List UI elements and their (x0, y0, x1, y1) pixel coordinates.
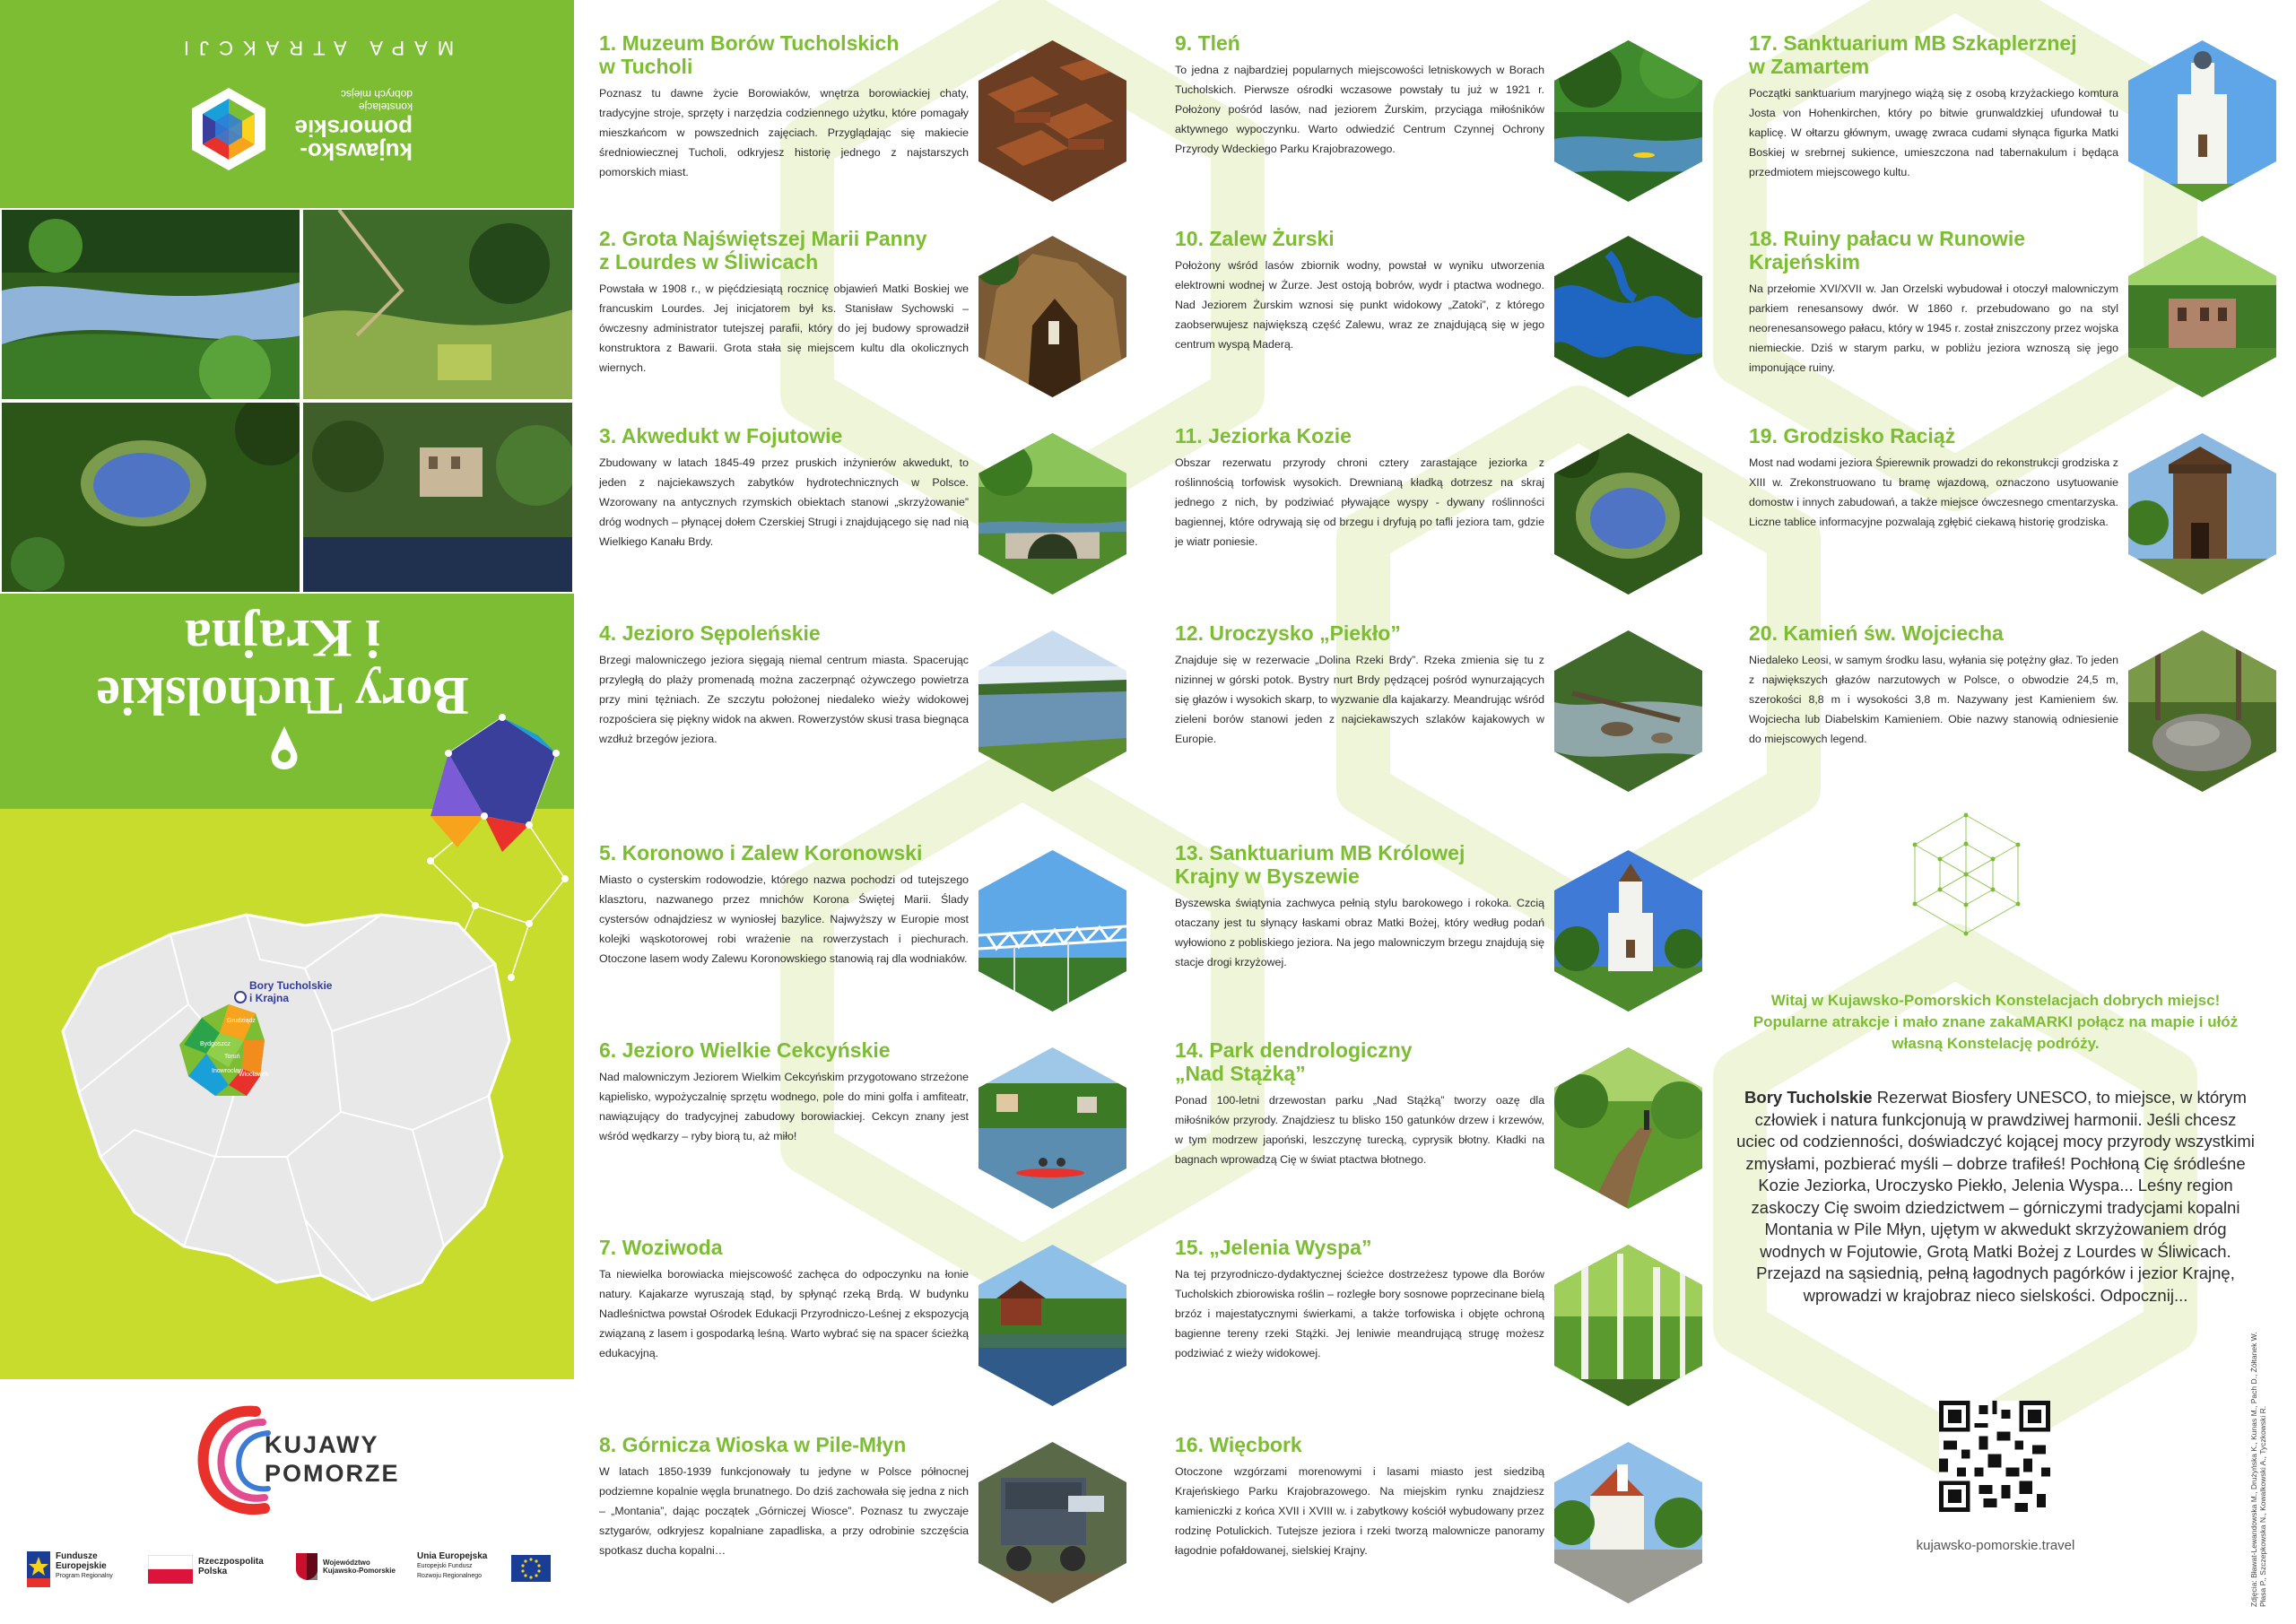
attraction-description: Na tej przyrodniczo-dydaktycznej ścieżce dostrzeżesz typowe dla Borów Tucholskich zbiorowiska roślin – rozległe bory sosnowe poprzecinane bielą brzóz i majestatycznymi świerkami, a także torfowiska i objęte ochroną bagienne tereny rzeki Stążki. Jej leniwie meandrującą strugę możesz podziwiać z wieży widokowej. (1175, 1268, 1544, 1359)
fe-star-icon (27, 1551, 50, 1587)
attraction-description: To jedna z najbardziej popularnych miejscowości letniskowych w Borach Tucholskich. Pierwsze ośrodki wczasowe powstały tu już w 1921 r. Położony pośród lasów, nad jeziorem Żurskim, przyciąga miłośników aktywnego wypoczynku. Warto odwiedzić Centrum Czynnej Ochrony Przyrody Wdeckiego Parku Krajobrazowego. (1175, 64, 1544, 155)
collage-photo-forest-river (0, 208, 301, 401)
attraction-description: Nad malowniczym Jeziorem Wielkim Cekcyńskim przygotowano strzeżone kąpielisko, wypożyczalnię sprzętu wodnego, pole do mini golfa i amfiteatr, nawiązujący do tradycyjnej zabudowy borowiackiej. Cekcyn znany jest wśród wędkarzy – ryby biorą tu, aż miło! (599, 1071, 969, 1142)
attraction-photo-lake (978, 630, 1126, 792)
attraction-description: Znajduje się w rezerwacie „Dolina Rzeki Brdy”. Rzeka zmienia się tu z nizinnej w górski potok. Bystry nurt Brdy pędzącej pośród wynurzających się głazów i wysokich skarp, to wyzwanie dla kajakarzy. Meandrując wśród zieleni borów stanowi jeden z najciekawszych szlaków kajakowych w Europie. (1175, 654, 1544, 745)
coat-of-arms-icon (296, 1553, 317, 1580)
region-description (1735, 1087, 2256, 1307)
attraction-photo-stream (1554, 630, 1702, 792)
region-title-line-1: Bory Tucholskie (96, 666, 469, 725)
attraction-title: 7. Woziwoda (599, 1236, 723, 1259)
brand-text (278, 88, 413, 163)
attraction-title: 1. Muzeum Borów Tucholskich w Tucholi (599, 31, 900, 78)
photo-collage (0, 208, 574, 594)
map-label-inowroclaw: Inowrocław (212, 1068, 244, 1074)
attraction-photo-birch-forest (1554, 1245, 1702, 1406)
attraction-title: 19. Grodzisko Raciąż (1749, 424, 1956, 447)
wojewodztwo-logo (296, 1550, 404, 1589)
attraction-card (1175, 621, 1713, 801)
eu-flag-icon (511, 1555, 551, 1582)
credits-line-2: Płasa P., Szczepkowska N., Kowalkowski A., Tyczkowski R. (2258, 1405, 2267, 1607)
map-label-grudziadz: Grudziądz (227, 1018, 256, 1024)
attraction-title: 17. Sanktuarium MB Szkaplerznej w Zamartem (1749, 31, 2077, 78)
attraction-photo-boardwalk (1554, 1047, 1702, 1209)
attraction-card (1175, 31, 1713, 211)
attraction-photo-wooden-tower (2128, 433, 2276, 595)
attraction-title: 8. Górnicza Wioska w Pile-Młyn (599, 1433, 907, 1456)
attraction-photo-reservoir (1554, 236, 1702, 397)
poland-map (36, 861, 538, 1345)
bory-tucholskie-pin (235, 992, 246, 1003)
attraction-description: Most nad wodami jeziora Śpierewnik prowadzi do rekonstrukcji grodziska z XIII w. Zrekonstruowano tu bramę wjazdową, oznaczono usytuowanie domostw i innych zabudowań, a także miejsce ówczesnego cmentarzyska. Liczne tablice informacyjne pozwalają zgłębić ciekawą historię grodziska. (1749, 456, 2118, 528)
attraction-photo-mine-cart (978, 1442, 1126, 1603)
attraction-photo-bog-lake (1554, 433, 1702, 595)
attraction-title: 9. Tleń (1175, 31, 1240, 55)
description-lead: Bory Tucholskie (1744, 1088, 1873, 1107)
map-label-main-2: i Krajna (249, 992, 290, 1004)
attraction-description: Otoczone wzgórzami morenowymi i lasami miasto jest siedzibą Krajeńskiego Parku Krajobrazowego. Na miejskim rynku znajdziesz kamieniczki z końca XVII i XVIII w. i zabytkowy kościół wybudowany przez rodzinę Potulickich. Tutejsze jeziora i rzeki tworzą malownicze panoramy łagodnie pofałdowanej, sielskiej Krajny. (1175, 1465, 1544, 1557)
fundusze-europejskie-logo (27, 1550, 135, 1589)
attraction-card (599, 1433, 1137, 1612)
map-label-wloclawek: Włocławek (239, 1072, 269, 1078)
attraction-card (599, 1236, 1137, 1415)
description-body: Rezerwat Biosfery UNESCO, to miejsce, w którym człowiek i natura funkcjonują w prawdziwej harmonii. Jeśli chcesz uciec od codzienności, doświadczyć kojącej mocy przyrody wszystkimi zmysłami, pozbierać myśli – dobrze trafiłeś! Pochłoną Cię śródleśne Kozie Jeziorka, Uroczysko Piekło, Jelenia Wyspa... Leśny region zaskoczy Cię swoim dziedzictwem – górniczymi tradycjami kopalni Montania w Pile Młyn, ujętym w akwedukt skrzyżowaniem dróg wodnych w Fojutowie, Grotą Matki Bożej z Lourdes w Śliwicach. Przejazd na sąsiednią, pełną łagodnych pagórków i jezior Krajnę, wprowadzi w krajobraz nieco sielskości. Odpocznij... (1736, 1088, 2255, 1305)
brand-sub-2: dobrych miejsc (340, 88, 413, 100)
attraction-photo-forest-river (1554, 40, 1702, 202)
credits-line-1: Zdjęcia: Bławat-Lewandowska M., Drużyńska K., Kunas M., Pach D., Żółtanek W. (2249, 1332, 2258, 1607)
attraction-title: 3. Akwedukt w Fojutowie (599, 424, 843, 447)
attraction-photo-church-white (2128, 40, 2276, 202)
kp-logo-word-2: POMORZE (265, 1460, 400, 1487)
attraction-description: Obszar rezerwatu przyrody chroni cztery zarastające jeziorka z roślinnością torfowisk wysokich. Drewnianą kładką dotrzesz na skraj jednego z nich, by podziwiać pływające wyspy - dywany roślinności bagiennej, które odrywają się od brzegu i dryfują po tafli jeziora tam, gdzie je wiatr poniesie. (1175, 456, 1544, 548)
attraction-title: 5. Koronowo i Zalew Koronowski (599, 841, 923, 864)
woj-line-2: Kujawsko-Pomorskie (323, 1567, 396, 1575)
map-label-torun: Toruń (224, 1054, 240, 1060)
mapa-atrakcji-title: MAPA ATRAKCJI (173, 37, 455, 59)
attraction-title: 4. Jezioro Sępoleńskie (599, 621, 821, 645)
attraction-card (599, 424, 1137, 604)
rp-line-2: Polska (198, 1567, 228, 1576)
attraction-description: Brzegi malowniczego jeziora sięgają niemal centrum miasta. Spacerując przyległą do plaży promenadą można zaczerpnąć ożywczego powietrza przy mini tężniach. Ze szczytu położonej niedaleko wieży widokowej rozpościera się piękny widok na akwen. Rowerzystów skusi trasa biegnąca wzdłuż brzegów jeziora. (599, 654, 969, 745)
kujawy-pomorze-logo (193, 1395, 400, 1521)
drop-icon (267, 725, 301, 771)
collage-photo-ruins-night (301, 401, 574, 594)
attraction-card (1175, 227, 1713, 406)
kp-logo-word-1: KUJAWY (265, 1431, 379, 1458)
attraction-card (599, 31, 1137, 211)
attraction-photo-river-house (978, 1245, 1126, 1406)
rzeczpospolita-polska-logo (148, 1550, 264, 1589)
website-link[interactable]: kujawsko-pomorskie.travel (1916, 1538, 2075, 1553)
attraction-card (1175, 1236, 1713, 1415)
attraction-title: 2. Grota Najświętszej Marii Panny z Lourdes w Śliwicach (599, 227, 927, 274)
brand-sub-1: konstelacje (358, 100, 413, 113)
woj-line-1: Województwo (323, 1559, 370, 1567)
fe-line-1: Fundusze (56, 1551, 98, 1561)
constellation-logo-icon (188, 86, 269, 172)
attraction-photo-grotto (978, 236, 1126, 397)
attraction-description: Położony wśród lasów zbiornik wodny, powstał w wyniku utworzenia elektrowni wodnej w Żurze. Jest ostoją bobrów, wydr i ptactwa wodnego. Nad Jeziorem Żurskim wznosi się punkt widokowy „Zatoki”, z którego zaobserwujesz największą część Zalewu, wraz ze znajdującą się w jego centrum wyspą Maderą. (1175, 259, 1544, 351)
attraction-card (599, 227, 1137, 406)
attraction-card (1175, 1433, 1713, 1612)
attraction-card (599, 1038, 1137, 1218)
attraction-card (1749, 424, 2287, 604)
photo-credits (2249, 1266, 2285, 1607)
attraction-photo-museum-roofs (978, 40, 1126, 202)
attraction-description: Niedaleko Leosi, w samym środku lasu, wyłania się potężny głaz. To jeden z największych głazów narzutowych w Polsce, o obwodzie 24,5 m, szerokości 8,8 m i wysokości 3,8 m. Nazywany jest Kamieniem św. Wojciecha lub Diabelskim Kamieniem. Obie nazwy stanowią odniesienie do miejscowych legend. (1749, 654, 2118, 745)
attraction-description: Początki sanktuarium maryjnego wiążą się z osobą krzyżackiego komtura Josta von Hohenkirchen, który po bitwie grunwaldzkiej ufundował tu kaplicę. W ołtarzu głównym, uwagę zwraca cudami słynąca figurka Matki Boskiej w srebrnej sukience, umieszczona nad tabernakulum i będąca przedmiotem miejscowego kultu. (1749, 87, 2118, 178)
attraction-card (1749, 227, 2287, 406)
polish-flag-icon (148, 1555, 193, 1584)
brand-name-1: kujawsko- (300, 138, 413, 165)
hex-network-icon (1910, 812, 2022, 937)
attraction-title: 14. Park dendrologiczny „Nad Stążką” (1175, 1038, 1413, 1085)
attraction-title: 6. Jezioro Wielkie Cekcyńskie (599, 1038, 891, 1062)
map-label-bydgoszcz: Bydgoszcz (200, 1041, 230, 1047)
attraction-description: Ponad 100-letni drzewostan parku „Nad Stążką” tworzy oazę dla miłośników przyrody. Znajdziesz tu blisko 150 gatunków drzew i krzewów, w tym modrzew japoński, leszczynę turecką, cyprysik błotny. Kładki na bagnach wprowadzą Cię w świat ptactwa błotnego. (1175, 1094, 1544, 1166)
attraction-description: Zbudowany w latach 1845-49 przez pruskich inżynierów akwedukt, to jeden z najciekawszych zabytków hydrotechnicznych w Polsce. Wzorowany na antycznych rzymskich obiektach stanowi „skrzyżowanie” dróg wodnych – płynącej dołem Czerskiej Strugi i znajdującego się nad nią Wielkiego Kanału Brdy. (599, 456, 969, 548)
attraction-card (599, 621, 1137, 801)
ue-line-1: Unia Europejska (417, 1551, 488, 1561)
attraction-card (1175, 1038, 1713, 1218)
attraction-photo-kayak-lake (978, 1047, 1126, 1209)
cover-panel (0, 0, 574, 1624)
ue-line-2: Europejski Fundusz (417, 1563, 473, 1569)
attraction-title: 11. Jeziorka Kozie (1175, 424, 1352, 447)
welcome-text: Witaj w Kujawsko-Pomorskich Konstelacjach dobrych miejsc! Popularne atrakcje i mało znane zakaMARKI połącz na mapie i ułóż własną Konstelację podróży. (1752, 992, 2239, 1052)
ue-line-3: Rozwoju Regionalnego (417, 1573, 482, 1579)
attraction-description: Poznasz tu dawne życie Borowiaków, wnętrza borowiackiej chaty, tradycyjne stroje, sprzęty i narzędzia codziennego użytku, które pomagały mieszkańcom w powszednich zajęciach. Przyglądając się makiecie średniowiecznej Tucholi, odkryjesz historię jednego z najstarszych pomorskich miast. (599, 87, 969, 178)
attraction-description: Na przełomie XVI/XVII w. Jan Orzelski wybudował i otoczył malowniczym parkiem renesansowy dwór. W 1860 r. przebudowano go na styl neorenesansowego pałacu, który w 1945 r. został zniszczony przez wojska niemieckie. Dziś w starym parku, w pobliżu jeziora wznoszą się jego imponujące ruiny. (1749, 282, 2118, 374)
brand-name-2: pomorskie (294, 115, 413, 142)
attraction-card (1175, 841, 1713, 1020)
attraction-description: Miasto o cysterskim rodowodzie, którego nazwa pochodzi od tutejszego klasztoru, nazwanego przez mnichów Korona Świętej Marii. Ślady cystersów odnajdziesz w wyniosłej bazylice. Najwyższy w Europie most kolejki wąskotorowej robi wrażenie na rowerzystach i piechurach. Otoczone lasem wody Zalewu Koronowskiego stanowią raj dla wodniaków. (599, 873, 969, 965)
collage-photo-aerial-fields (301, 208, 574, 401)
attraction-title: 12. Uroczysko „Piekło” (1175, 621, 1401, 645)
attraction-description: Byszewska świątynia zachwyca pełnią stylu barokowego i rokoka. Czcią otaczany jest tu słynący łaskami obraz Matki Bożej, który według podań wyłowiono z pobliskiego jeziora. Na jego malowniczym brzegu znajdują się stacje drogi krzyżowej. (1175, 897, 1544, 968)
attraction-title: 20. Kamień św. Wojciecha (1749, 621, 2004, 645)
attraction-card (1749, 621, 2287, 801)
rp-line-1: Rzeczpospolita (198, 1557, 264, 1567)
attraction-card (599, 841, 1137, 1020)
attraction-description: W latach 1850-1939 funkcjonowały tu jedyne w Polsce północnej podziemne kopalnie węgla brunatnego. Do dziś zachowała się jedna z nich – „Montania”, dając początek „Górniczej Wiosce”. Poznasz tu zwyczaje sztygarów, odkryjesz kopalniane zapadliska, a przy odrobinie szczęścia spotkasz ducha kopalni… (599, 1465, 969, 1557)
attraction-photo-church-blue (1554, 850, 1702, 1012)
collage-photo-bog-lake (0, 401, 301, 594)
attraction-title: 15. „Jelenia Wyspa” (1175, 1236, 1372, 1259)
attraction-description: Powstała w 1908 r., w pięćdziesiątą rocznicę objawień Matki Boskiej we francuskim Lourdes. Jej inicjatorem był ks. Stanisław Sychowski – ówczesny administrator tutejszej parafii, który do jej budowy sprowadził konstruktora z Bawarii. Grota stała się miejscem kultu dla okolicznych wiernych. (599, 282, 969, 374)
attraction-photo-town-square (1554, 1442, 1702, 1603)
attraction-photo-palace-ruins (2128, 236, 2276, 397)
attraction-title: 10. Zalew Żurski (1175, 227, 1335, 250)
brand-block (188, 83, 413, 172)
fe-line-2: Europejskie (56, 1561, 107, 1571)
attraction-description: Ta niewielka borowiacka miejscowość zachęca do odpoczynku na łonie natury. Kajakarze wyruszają stąd, by spłynąć rzeką Brdą. W budynku Nadleśnictwa powstał Ośrodek Edukacji Przyrodniczo-Leśnej z ekspozycją związaną z lasem i gospodarką leśną. Warto wybrać się na spacer ścieżką edukacyjną. (599, 1268, 969, 1359)
attraction-photo-bridge (978, 850, 1126, 1012)
map-label-main-1: Bory Tucholskie (249, 979, 333, 992)
attraction-photo-boulder (2128, 630, 2276, 792)
unia-europejska-logo (417, 1550, 556, 1589)
attraction-title: 16. Więcbork (1175, 1433, 1302, 1456)
attractions-column-2 (1175, 0, 1713, 1624)
fe-line-3: Program Regionalny (56, 1573, 113, 1579)
qr-code[interactable] (1939, 1401, 2050, 1512)
attractions-column-1 (599, 0, 1137, 1624)
attraction-card (1175, 424, 1713, 604)
attraction-title: 18. Ruiny pałacu w Runowie Krajeńskim (1749, 227, 2026, 274)
attraction-card (1749, 31, 2287, 211)
region-title-line-2: i Krajna (184, 609, 381, 668)
eu-funding-logos (27, 1550, 556, 1589)
attraction-title: 13. Sanktuarium MB Królowej Krajny w Byszewie (1175, 841, 1465, 888)
attraction-photo-aqueduct (978, 433, 1126, 595)
